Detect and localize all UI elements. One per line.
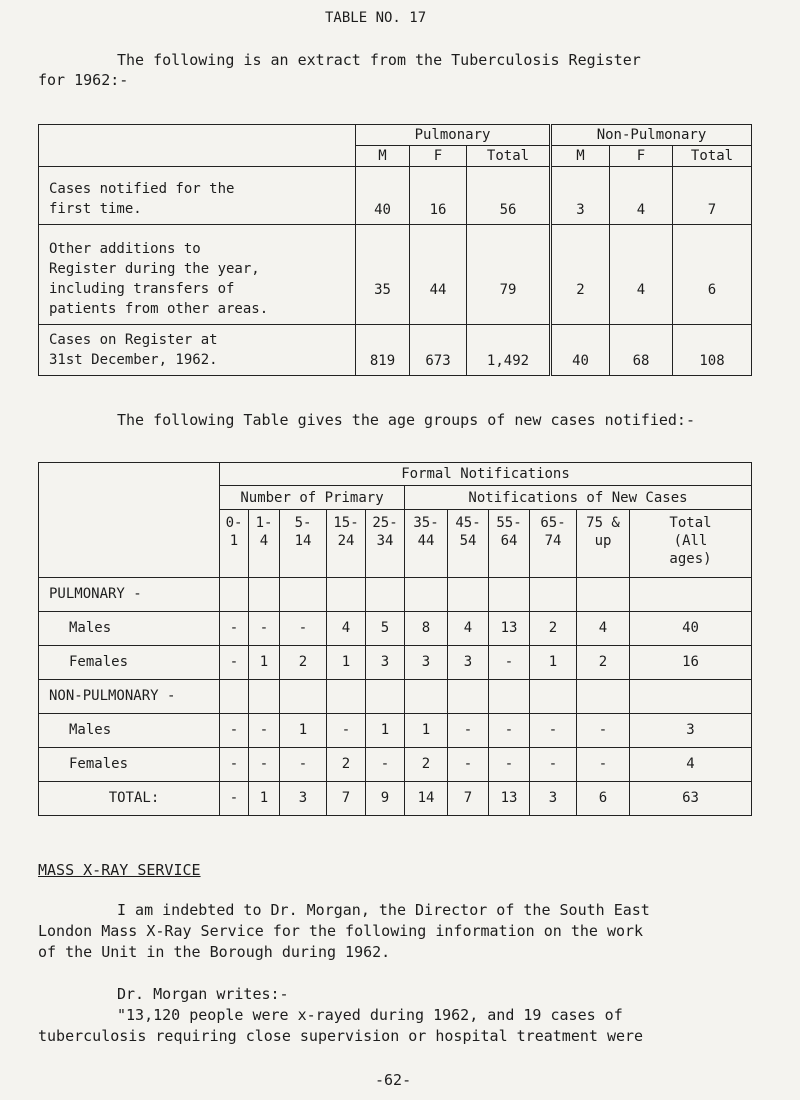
empty-cell bbox=[220, 679, 249, 713]
cell: 2 bbox=[551, 225, 610, 325]
cell: - bbox=[366, 747, 405, 781]
age-group-notifications-table bbox=[38, 462, 752, 816]
cell: 4 bbox=[448, 611, 489, 645]
cell: 9 bbox=[366, 781, 405, 815]
subheader: F bbox=[410, 146, 467, 167]
table-row bbox=[39, 577, 752, 611]
cell: - bbox=[249, 747, 280, 781]
age-groups-intro: The following Table gives the age groups of new cases notified:- bbox=[117, 411, 695, 429]
paragraph-line-3: of the Unit in the Borough during 1962. bbox=[38, 943, 391, 961]
cell: 6 bbox=[577, 781, 630, 815]
row-label: Males bbox=[39, 713, 220, 747]
empty-cell bbox=[249, 577, 280, 611]
cell: 4 bbox=[630, 747, 752, 781]
quote-line-2: tuberculosis requiring close supervision or hospital treatment were bbox=[38, 1027, 644, 1045]
cell: 3 bbox=[280, 781, 327, 815]
empty-cell bbox=[280, 577, 327, 611]
group-header-non-pulmonary: Non-Pulmonary bbox=[551, 125, 752, 146]
writes-line: Dr. Morgan writes:- bbox=[117, 985, 289, 1003]
quote-line-1: "13,120 people were x-rayed during 1962, and 19 cases of bbox=[117, 1006, 623, 1024]
cell: 7 bbox=[327, 781, 366, 815]
empty-cell bbox=[327, 679, 366, 713]
cell: 4 bbox=[610, 167, 673, 225]
row-label: TOTAL: bbox=[39, 781, 220, 815]
empty-cell bbox=[489, 577, 530, 611]
cell: 35 bbox=[356, 225, 410, 325]
cell: - bbox=[220, 781, 249, 815]
cell: - bbox=[489, 645, 530, 679]
cell: - bbox=[489, 713, 530, 747]
cell: - bbox=[220, 747, 249, 781]
cell: - bbox=[530, 747, 577, 781]
page-number: -62- bbox=[375, 1071, 412, 1089]
cell: 56 bbox=[467, 167, 551, 225]
age-group-header: Total (All ages) bbox=[630, 509, 752, 577]
subheader: M bbox=[356, 146, 410, 167]
cell: 3 bbox=[551, 167, 610, 225]
subheader: M bbox=[551, 146, 610, 167]
corner-cell bbox=[39, 125, 356, 167]
cell: 16 bbox=[630, 645, 752, 679]
table-row bbox=[39, 679, 752, 713]
empty-cell bbox=[405, 679, 448, 713]
tuberculosis-register-table bbox=[38, 124, 752, 376]
intro-line-1: The following is an extract from the Tuberculosis Register bbox=[117, 51, 641, 69]
row-label: NON-PULMONARY - bbox=[39, 679, 220, 713]
cell: - bbox=[577, 747, 630, 781]
empty-cell bbox=[448, 679, 489, 713]
cell: - bbox=[448, 713, 489, 747]
age-group-header: 5- 14 bbox=[280, 509, 327, 577]
age-group-header: 45- 54 bbox=[448, 509, 489, 577]
row-label: PULMONARY - bbox=[39, 577, 220, 611]
group-header-new-cases: Notifications of New Cases bbox=[405, 486, 752, 509]
cell: 3 bbox=[448, 645, 489, 679]
cell: 6 bbox=[673, 225, 752, 325]
cell: - bbox=[448, 747, 489, 781]
row-label: Females bbox=[39, 645, 220, 679]
cell: 673 bbox=[410, 325, 467, 376]
group-header-primary: Number of Primary bbox=[220, 486, 405, 509]
cell: 2 bbox=[280, 645, 327, 679]
row-label: Females bbox=[39, 747, 220, 781]
cell: 108 bbox=[673, 325, 752, 376]
cell: - bbox=[280, 611, 327, 645]
cell: 1 bbox=[249, 781, 280, 815]
formal-notifications-header: Formal Notifications bbox=[220, 463, 752, 486]
cell: 2 bbox=[327, 747, 366, 781]
cell: 7 bbox=[673, 167, 752, 225]
cell: 1 bbox=[249, 645, 280, 679]
cell: 40 bbox=[630, 611, 752, 645]
cell: 4 bbox=[577, 611, 630, 645]
cell: - bbox=[249, 713, 280, 747]
row-label: Other additions to Register during the year, including transfers of patients from other areas. bbox=[39, 225, 356, 325]
table-row bbox=[39, 167, 752, 225]
table-heading: TABLE NO. 17 bbox=[325, 10, 427, 26]
cell: 1,492 bbox=[467, 325, 551, 376]
cell: 13 bbox=[489, 781, 530, 815]
cell: - bbox=[220, 611, 249, 645]
empty-cell bbox=[530, 577, 577, 611]
cell: 1 bbox=[327, 645, 366, 679]
empty-cell bbox=[327, 577, 366, 611]
empty-cell bbox=[280, 679, 327, 713]
cell: 2 bbox=[577, 645, 630, 679]
table-row bbox=[39, 225, 752, 325]
empty-cell bbox=[366, 679, 405, 713]
cell: 14 bbox=[405, 781, 448, 815]
age-group-header: 1- 4 bbox=[249, 509, 280, 577]
cell: - bbox=[220, 713, 249, 747]
empty-cell bbox=[577, 577, 630, 611]
age-group-header: 75 & up bbox=[577, 509, 630, 577]
cell: - bbox=[489, 747, 530, 781]
empty-cell bbox=[577, 679, 630, 713]
cell: 819 bbox=[356, 325, 410, 376]
row-label: Cases on Register at 31st December, 1962. bbox=[39, 325, 356, 376]
cell: - bbox=[577, 713, 630, 747]
empty-cell bbox=[405, 577, 448, 611]
cell: 13 bbox=[489, 611, 530, 645]
age-group-header: 15- 24 bbox=[327, 509, 366, 577]
cell: - bbox=[327, 713, 366, 747]
cell: - bbox=[530, 713, 577, 747]
empty-cell bbox=[489, 679, 530, 713]
paragraph-line-2: London Mass X-Ray Service for the following information on the work bbox=[38, 922, 644, 940]
cell: 2 bbox=[405, 747, 448, 781]
subheader: Total bbox=[467, 146, 551, 167]
empty-cell bbox=[448, 577, 489, 611]
section-heading: MASS X-RAY SERVICE bbox=[38, 861, 201, 879]
cell: 79 bbox=[467, 225, 551, 325]
cell: 3 bbox=[630, 713, 752, 747]
cell: 8 bbox=[405, 611, 448, 645]
table-row bbox=[39, 781, 752, 815]
empty-cell bbox=[630, 679, 752, 713]
cell: 3 bbox=[405, 645, 448, 679]
table-row bbox=[39, 747, 752, 781]
table-row bbox=[39, 645, 752, 679]
cell: 40 bbox=[551, 325, 610, 376]
table-row bbox=[39, 713, 752, 747]
subheader: F bbox=[610, 146, 673, 167]
cell: 5 bbox=[366, 611, 405, 645]
age-group-header: 65- 74 bbox=[530, 509, 577, 577]
empty-cell bbox=[630, 577, 752, 611]
cell: 16 bbox=[410, 167, 467, 225]
cell: 3 bbox=[366, 645, 405, 679]
empty-cell bbox=[530, 679, 577, 713]
paragraph-line-1: I am indebted to Dr. Morgan, the Director of the South East bbox=[117, 901, 650, 919]
age-group-header: 55- 64 bbox=[489, 509, 530, 577]
cell: 44 bbox=[410, 225, 467, 325]
cell: 1 bbox=[280, 713, 327, 747]
row-label: Males bbox=[39, 611, 220, 645]
empty-cell bbox=[366, 577, 405, 611]
cell: 68 bbox=[610, 325, 673, 376]
age-group-header: 35- 44 bbox=[405, 509, 448, 577]
row-label: Cases notified for the first time. bbox=[39, 167, 356, 225]
subheader: Total bbox=[673, 146, 752, 167]
age-group-header: 25- 34 bbox=[366, 509, 405, 577]
intro-line-2: for 1962:- bbox=[38, 71, 129, 89]
cell: - bbox=[249, 611, 280, 645]
group-header-pulmonary: Pulmonary bbox=[356, 125, 551, 146]
cell: 7 bbox=[448, 781, 489, 815]
cell: 3 bbox=[530, 781, 577, 815]
table-row bbox=[39, 611, 752, 645]
cell: 2 bbox=[530, 611, 577, 645]
empty-cell bbox=[249, 679, 280, 713]
corner-cell bbox=[39, 463, 220, 578]
cell: - bbox=[280, 747, 327, 781]
cell: 4 bbox=[327, 611, 366, 645]
cell: 1 bbox=[530, 645, 577, 679]
table-row bbox=[39, 325, 752, 376]
cell: 4 bbox=[610, 225, 673, 325]
cell: - bbox=[220, 645, 249, 679]
cell: 40 bbox=[356, 167, 410, 225]
empty-cell bbox=[220, 577, 249, 611]
cell: 63 bbox=[630, 781, 752, 815]
age-group-header: 0- 1 bbox=[220, 509, 249, 577]
cell: 1 bbox=[366, 713, 405, 747]
cell: 1 bbox=[405, 713, 448, 747]
